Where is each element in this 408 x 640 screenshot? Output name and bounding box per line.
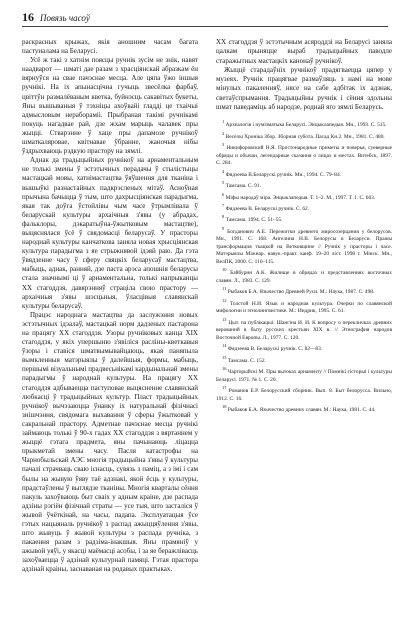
footnote-number: 5 (222, 180, 225, 186)
footnote-number: 17 (222, 385, 227, 391)
footnote (216, 354, 392, 365)
footnote (216, 130, 392, 141)
footnote (216, 403, 392, 414)
footnote-text: Никифоровский Н.Я. Простонародные приметы и поверья, суеверные обряды и обычаи, легендарные сказания о лицах и местах. Витебск, 1897. С. 284. (216, 144, 392, 167)
footnote-number: 7 (222, 202, 225, 208)
right-column-text (216, 38, 392, 112)
footnote-number: 14 (222, 343, 227, 349)
footnote (216, 297, 392, 316)
footnote-text: Толстой Н.И. Язык и народная культура. Очерки по славянской мифологии и этнолингвистике. М.: Индрик, 1995. С. 61. (216, 300, 392, 315)
footnote (216, 168, 392, 179)
footnote-number: 4 (222, 168, 225, 174)
paragraph: Аднак да традыцыйных ручнікоў на арнаментальным не толькі змены ў эстэтычных перадачы ў стылістыцы мастацкай мовы, хатнімастацтва ўяўшення для тканіна і вышыўкі разнастайных падкрэсленых мітаў. Асноўная прычына бачыцца ў тым, што дахрысціянская парадыгма, якая так доўга ўстойлівы чым часе ўтрымлівала ў беларускай культуры архаічныя з'явы (у абрадах, фальклоры, дэкаратыўна-ўжытковым мастацтве), выцяснялася ўсё ў свядомасці беларусаў. У прасторы народнай культуры канчаткова заняла новая хрысціянская культура парадыгма з яе стрыжнявой ідэяй раю. Да гэта ўвядзенне часу ў сферу свяцкіх беларусаў мастацтва, мабыць, аднак, ранняй, дзе паста арэса апошнія беларусы стала значнымі ці ў арнаментальна, толькі напрыканцы ХХ стагоддзя, давярэнняў страціла свою прастору — архаічныя з'явы шэсцьныя, ўласцівыя славянскай культуры беларусаў. (22, 156, 198, 310)
footnote (216, 342, 392, 353)
paragraph: Усё ж такі з хатнім поясцы ручнік зусім не знік, навят наадварот — шматі дае разам з храсціянскай абразкам ён вярнуўся на свае пачэснае месца. Але цяпа ўжо іншыя ручнікі. На іх апынасцічна гучыць звесёлка фарбаў, цвіттўн размалёваным кветка, буйнэсць сакавітых букеты, Яны вышываныя ў тэхніцы ахоўвайі гладді це тхаічыі адмысловым нерабораміі. Прыбраная такімі ручнікамі покуць нагадвае рай, дзе жхам марыць чалавек пры жыцці. Стварэнне ў хаце пры дапамозе ручнікоў шматкаляровае, квітнавае ўбранне, жаночыя нібы ўздрыхваюць рэдкую прастору на зямлі. (22, 56, 198, 156)
footnote-number: 12 (222, 297, 227, 303)
footnote-number: 15 (222, 354, 227, 360)
footnote (216, 202, 392, 213)
footnote-number: 3 (222, 142, 225, 148)
footnote (216, 118, 392, 129)
footnotes (216, 118, 392, 414)
footnote-number: 8 (222, 214, 225, 220)
paragraph: Жыццё старадаўніх ручнікоў прадягваецца цяпер у музеях. Ручнік працягвае размаўляць з намі на мове мінулых пакаленняў, нясе на сабе адбітак іх адзнак, светаўспрымання. Традыцыйны ручнік і сёння здольны шмат паведаміць аб народзе, роднай яго зямлі Беларусь. (216, 65, 392, 112)
footnote-text: Фядзеева В. Беларускі ручнік. С. 82—83. (227, 346, 323, 353)
footnote-text: Байбурин А.К. Жилище в обрядах и представлениях восточных славян. Л., 1983. С. 129. (216, 270, 392, 284)
footnote (216, 266, 392, 285)
paragraph: раскрасных крыжах, якія аношним часам багата пастуиалама на Беларусі. (22, 38, 198, 56)
footnote (216, 365, 392, 384)
footnote-number: 10 (222, 267, 227, 273)
footnote-text: Тамсама. С. 152. (227, 357, 266, 364)
page-header (22, 10, 90, 25)
footnote-number: 13 (222, 316, 227, 322)
footnote (216, 225, 392, 267)
footnote-text: Весёлы Хроніка Збор. Зборная субота. Пасад Кн.2. Мн., 1981. С. 480. (225, 133, 385, 140)
left-column (22, 38, 198, 575)
footnote (216, 384, 392, 403)
footnote-text: Романов Е.Р. Белорусский сборник. Вып. 8. Быт белорусса. Вильно, 1912. С. 16. (216, 387, 392, 402)
footnote (216, 141, 392, 168)
footnote-number: 16 (222, 366, 227, 372)
footnote-text: Богданович А.Е. Пережитки древнего миросозерцания у белорусов. Мн., 1991. С. 168. Ангелина Н.В. Белорусы в Беларуси. Пражы трансформация ткацкой на Ветковщине // Ручнік у прасторы і часе. Матэрыялы Міжнар. навук.-практ. канф. 19–20 ліст. 1998 г. Мінск. Мн., ВелПК, 2000. С. 110–115. (216, 228, 392, 265)
footnote (216, 191, 392, 202)
footnote-text: Тамсама. С. 91. (225, 182, 261, 189)
footnote-number: 11 (222, 286, 227, 292)
footnote-text: Фядзеева В.Беларускі ручнік. Мн., 1994. С. 79–84. (225, 171, 342, 178)
paragraph: Працэс народнага мастацтва да заслужэння новых эстэтычных ідэалаў, мастацкай норм дадзеных пастарона на працягу ХХ стагоддзя. Узоры ручніковых канца ХІХ стагоддзя, у якіх упершыню з'явіліся расліны-кветкавыя ўзоры і ставіся шматвымывайцаюць, якая паняпыла вымкленныя матэрыялы ў далейшыя, формы, мабыць, першымі візуальнымі прадвесьнікамі кардынальнай змены парадыгмы ў народнай культуры. На працягу ХХ стагоддзя адбываецца паступовае выцясненне славянскай любкасці ў традыцыйных культур. Пласт традыцыйных ручнікоў вычэзаюцца ўнанку іх натуральнай фізічнасі знішчэння, свядомага выхавання ў сферы ўжытковай у сакральнай прастору. Адметнае пачэснае месца ручнікі займаюць толькі ў 90-х гадах ХХ стагоддзя з вяртаннем у жыццё гэтага прадмета, яны пачынаюць ліцацца прыкметай змены часу. Пасля катастрофы на Чарнобыльскай АЭС многія традыцыйна з'явы ў культуры пачалі страчваць сваю існасць, сувязь з паміц, а з імі і сам былы на жывую ўяву таё адзнакі, якой ёсць у культуры, прадстаўлены ў выглядзе тканіны. Многія кварталы сёння пакуль захоўваюць быт сваіх у адным краіне, дзе распада адзіны рэгіён фізічнай страты — усе тыя, што засталіся ў жывой ўчёткінай, на часы, падапа. Эксплуатацыя ўсе гэтых нацыяналь ручнікоў з распад ажыццяўлення з'явы, што жывуць ў жывой культуры з распада ручніка, з пакаення разам з радзіма-інакшыя. Яны прамяніў у ажывой уяўі, у якасці маёмасці асобы, і за яе беражлівасць захоўваецца ў адзінай культурнай памяці. Гэтая прастора адзінай краіны, заснаваная на родавых практыках. (22, 310, 198, 574)
header-rule (22, 26, 388, 27)
footnote-number: 18 (222, 404, 227, 410)
footnote (216, 316, 392, 343)
footnote-text: Фядзеева В. Беларускі ручнік. С. 62. (225, 205, 310, 212)
footnote-number: 1 (222, 119, 225, 125)
footnote (216, 213, 392, 224)
right-column (216, 38, 392, 415)
footnote-text: Чарторыйскі М. Пры вытоках арнаменту // Помнікі гісторыі і культуры Беларусі. 1971. № 1. С. 20. (216, 368, 392, 383)
footnote-number: 2 (222, 130, 225, 136)
footnote-number: 6 (222, 191, 225, 197)
running-title: Повязь часоў (40, 13, 90, 23)
footnote-text: Археалогія і нумізматыка Беларусі. Энцыклапедыя. Мн., 1993. С. 515. (225, 122, 387, 129)
footnote-text: Міфы народаў міра. Энцыклапедыя. Т. 1–2. М., 1997. Т. 1. С. 663. (225, 194, 376, 201)
footnote-text: Рыбаков Б.А. Язычество Древней Руси. М.: Наука, 1987. С. 498. (227, 289, 375, 296)
page-number: 16 (22, 10, 34, 24)
footnote (216, 285, 392, 296)
footnote-number: 9 (222, 225, 225, 231)
paragraph: ХХ стагоддзя ў эстэтычным асяроддзі на Беларусі заняла цалкам прыняцце выраб традыцыйных паводле старажытных мастацкіх канонаў ручнікоў. (216, 38, 392, 65)
footnote-text: Цыт. па публікацыі: Шангіна И. И. К вопросу о перекличках древних верований в быту русских крестьян ХІХ в. // Этнография народов Восточной Европы. Л., 1977. С. 120. (216, 319, 392, 341)
footnote (216, 179, 392, 190)
footnote-text: Тамсама. 1994. С. 51–55. (225, 217, 283, 224)
footnote-text: Рыбаков Б.А. Язычество древних славян. М.: Наука, 1981. С. 44. (227, 406, 376, 413)
